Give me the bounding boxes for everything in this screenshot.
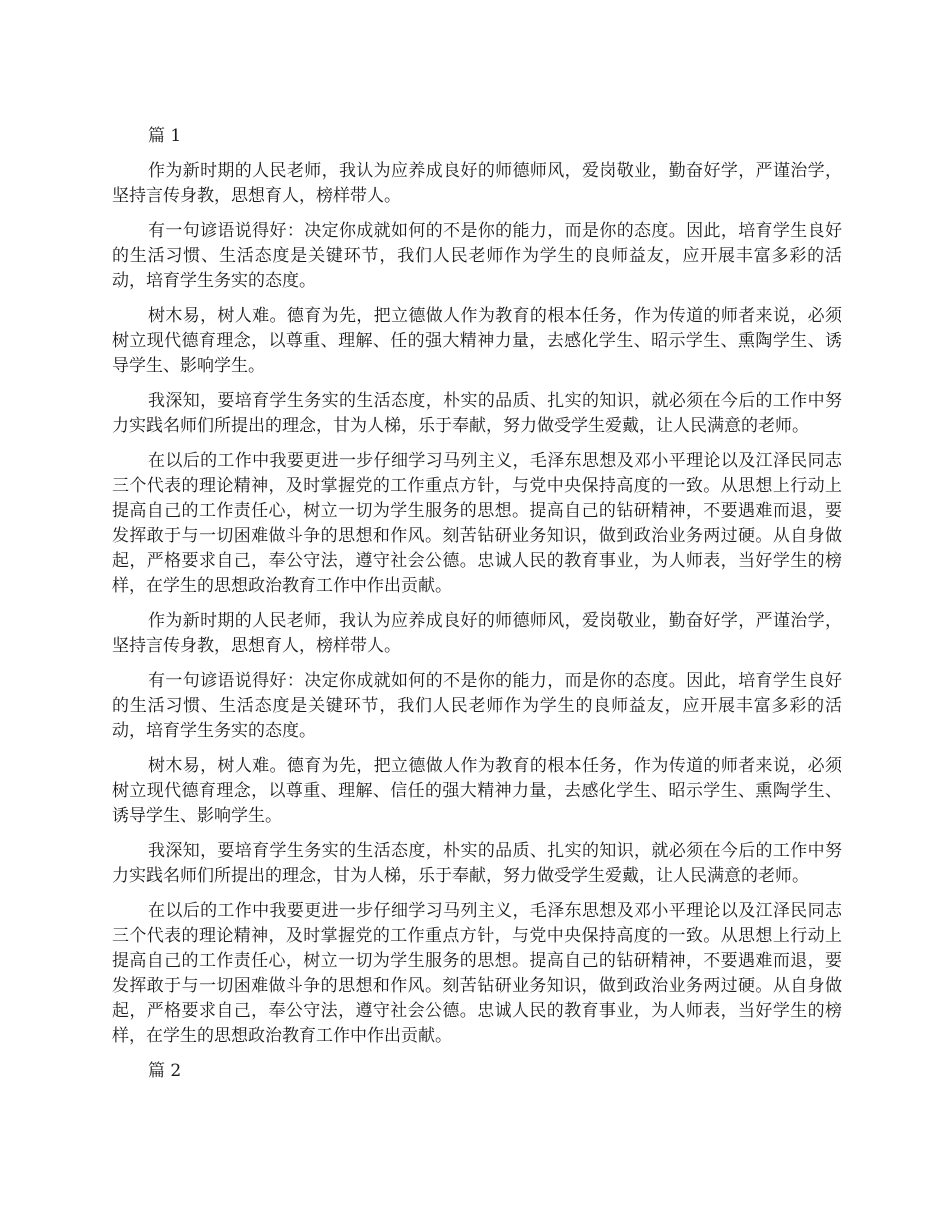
paragraph-8: 树木易，树人难。德育为先，把立德做人作为教育的根本任务，作为传道的师者来说，必须树立现代德育理念，以尊重、理解、信任的强大精神力量，去感化学生、昭示学生、熏陶学生、诱导学生、影响学生。 — [112, 756, 842, 826]
section-heading-2: 篇 2 — [148, 1061, 182, 1081]
paragraph-1: 作为新时期的人民老师，我认为应养成良好的师德师风，爱岗敬业，勤奋好学，严谨治学，坚持言传身教，思想育人，榜样带人。 — [112, 161, 842, 206]
paragraph-4: 我深知，要培育学生务实的生活态度，朴实的品质、扎实的知识，就必须在今后的工作中努力实践名师们所提出的理念，甘为人梯，乐于奉献，努力做受学生爱戴，让人民满意的老师。 — [112, 391, 842, 436]
section-heading-1: 篇 1 — [148, 126, 182, 146]
paragraph-6: 作为新时期的人民老师，我认为应养成良好的师德师风，爱岗敬业，勤奋好学，严谨治学，坚持言传身教，思想育人，榜样带人。 — [112, 611, 842, 656]
paragraph-5: 在以后的工作中我要更进一步仔细学习马列主义，毛泽东思想及邓小平理论以及江泽民同志三个代表的理论精神，及时掌握党的工作重点方针，与党中央保持高度的一致。从思想上行动上提高自己的工作责任心，树立一切为学生服务的思想。提高自己的钻研精神，不要遇难而退，要发挥敢于与一切困难做斗争的思想和作风。刻苦钻研业务知识，做到政治业务两过硬。从自身做起，严格要求自己，奉公守法，遵守社会公德。忠诚人民的教育事业，为人师表，当好学生的榜样，在学生的思想政治教育工作中作出贡献。 — [112, 451, 842, 596]
document-body — [112, 124, 842, 1094]
paragraph-10: 在以后的工作中我要更进一步仔细学习马列主义，毛泽东思想及邓小平理论以及江泽民同志三个代表的理论精神，及时掌握党的工作重点方针，与党中央保持高度的一致。从思想上行动上提高自己的工作责任心，树立一切为学生服务的思想。提高自己的钻研精神，不要遇难而退，要发挥敢于与一切困难做斗争的思想和作风。刻苦钻研业务知识，做到政治业务两过硬。从自身做起，严格要求自己，奉公守法，遵守社会公德。忠诚人民的教育事业，为人师表，当好学生的榜样，在学生的思想政治教育工作中作出贡献。 — [112, 901, 842, 1046]
paragraph-7: 有一句谚语说得好：决定你成就如何的不是你的能力，而是你的态度。因此，培育学生良好的生活习惯、生活态度是关键环节，我们人民老师作为学生的良师益友，应开展丰富多彩的活动，培育学生务实的态度。 — [112, 671, 842, 741]
paragraph-3: 树木易，树人难。德育为先，把立德做人作为教育的根本任务，作为传道的师者来说，必须树立现代德育理念，以尊重、理解、任的强大精神力量，去感化学生、昭示学生、熏陶学生、诱导学生、影响学生。 — [112, 306, 842, 376]
paragraph-2: 有一句谚语说得好：决定你成就如何的不是你的能力，而是你的态度。因此，培育学生良好的生活习惯、生活态度是关键环节，我们人民老师作为学生的良师益友，应开展丰富多彩的活动，培育学生务实的态度。 — [112, 221, 842, 291]
paragraph-9: 我深知，要培育学生务实的生活态度，朴实的品质、扎实的知识，就必须在今后的工作中努力实践名师们所提出的理念，甘为人梯，乐于奉献，努力做受学生爱戴，让人民满意的老师。 — [112, 841, 842, 886]
